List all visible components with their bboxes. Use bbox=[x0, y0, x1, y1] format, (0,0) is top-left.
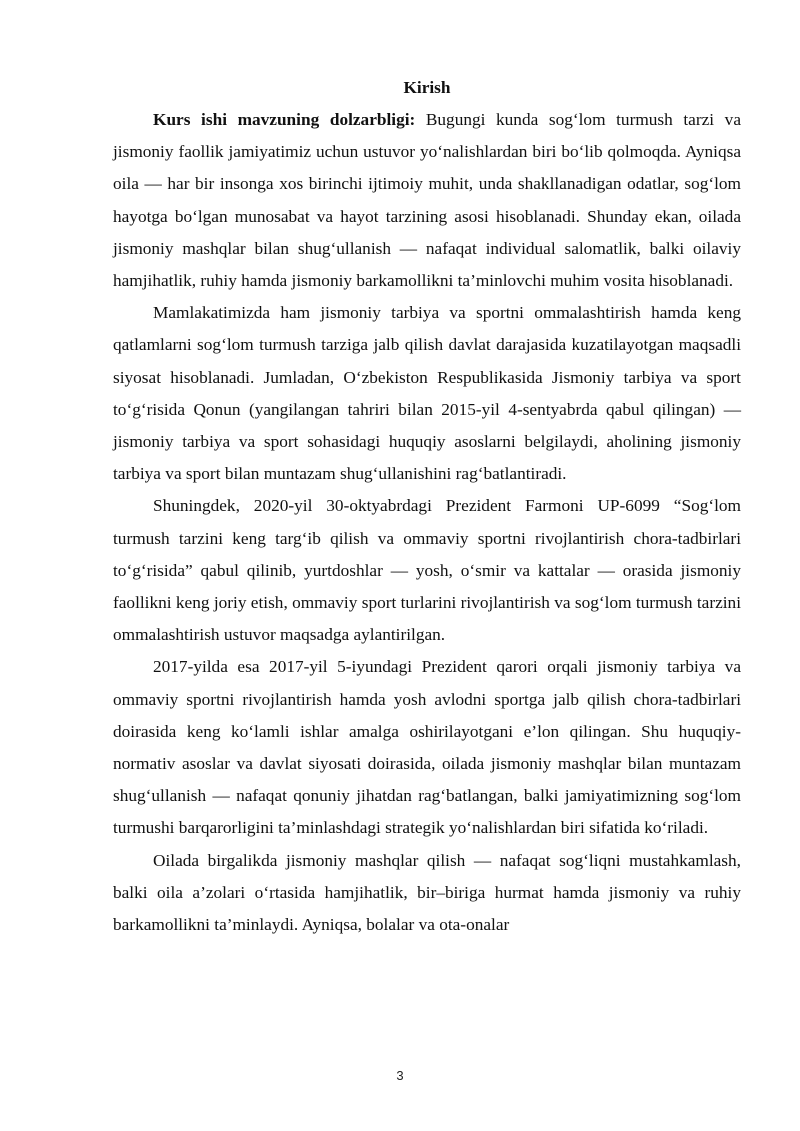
paragraph-relevance bbox=[113, 104, 741, 297]
paragraph-text: Bugungi kunda sog‘lom turmush tarzi va jismoniy faollik jamiyatimiz uchun ustuvor yo‘nalishlardan biri bo‘lib qolmoqda. Ayniqsa oila — har bir insonga xos birinchi ijtimoiy muhit, unda shakllanadigan odatlar, sog‘lom hayotga bo‘lgan munosabat va hayot tarzining asosi hisoblanadi. Shunday ekan, oilada jismoniy mashqlar bilan shug‘ullanish — nafaqat individual salomatlik, balki oilaviy hamjihatlik, ruhiy hamda jismoniy barkamollikni ta’minlovchi muhim vosita hisoblanadi. bbox=[113, 110, 741, 291]
paragraph-lead: Kurs ishi mavzuning dolzarbligi: bbox=[153, 110, 416, 129]
paragraph-presidential-decree: Shuningdek, 2020-yil 30-oktyabrdagi Prezident Farmoni UP-6099 “Sog‘lom turmush tarzini keng targ‘ib qilish va ommaviy sportni rivojlantirish chora-tadbirlari to‘g‘risida” qabul qilinib, yurtdoshlar — yosh, o‘smir va kattalar — orasida jismoniy faollikni keng joriy etish, ommaviy sport turlarini rivojlantirish va sog‘lom turmush tarzini ommalashtirish ustuvor maqsadga aylantirilgan. bbox=[113, 496, 741, 645]
section-title: Kirish bbox=[403, 78, 451, 97]
page-body bbox=[113, 72, 741, 941]
paragraph-family-exercise: Oilada birgalikda jismoniy mashqlar qilish — nafaqat sog‘liqni mustahkamlash, balki oila a’zolari o‘rtasida hamjihatlik, bir–biriga hurmat hamda jismoniy va ruhiy barkamollikni ta’minlaydi. Ayniqsa, bolalar va ota-onalar bbox=[113, 850, 741, 935]
page-number: 3 bbox=[396, 1068, 404, 1083]
paragraph-2017-resolution: 2017-yilda esa 2017-yil 5-iyundagi Prezident qarori orqali jismoniy tarbiya va ommaviy sportni rivojlantirish hamda yosh avlodni sportga jalb qilish chora-tadbirlari doirasida keng ko‘lamli ishlar amalga oshirilayotgani e’lon qilingan. Shu huquqiy-normativ asoslar va davlat siyosati doirasida, oilada jismoniy mashqlar bilan muntazam shug‘ullanish — nafaqat qonuniy jihatdan rag‘batlangan, balki jamiyatimizning sog‘lom turmushi barqarorligini ta’minlashdagi strategik yo‘nalishlardan biri sifatida ko‘riladi. bbox=[113, 657, 741, 838]
paragraph-sport-law: Mamlakatimizda ham jismoniy tarbiya va sportni ommalashtirish hamda keng qatlamlarni sog‘lom turmush tarziga jalb qilish davlat darajasida kuzatilayotgan maqsadli siyosat hisoblanadi. Jumladan, O‘zbekiston Respublikasida Jismoniy tarbiya va sport to‘g‘risida Qonun (yangilangan tahriri bilan 2015-yil 4-sentyabrda qabul qilingan) — jismoniy tarbiya va sport sohasidagi huquqiy asoslarni belgilaydi, aholining jismoniy tarbiya va sport bilan muntazam shug‘ullanishini rag‘batlantiradi. bbox=[113, 303, 741, 484]
